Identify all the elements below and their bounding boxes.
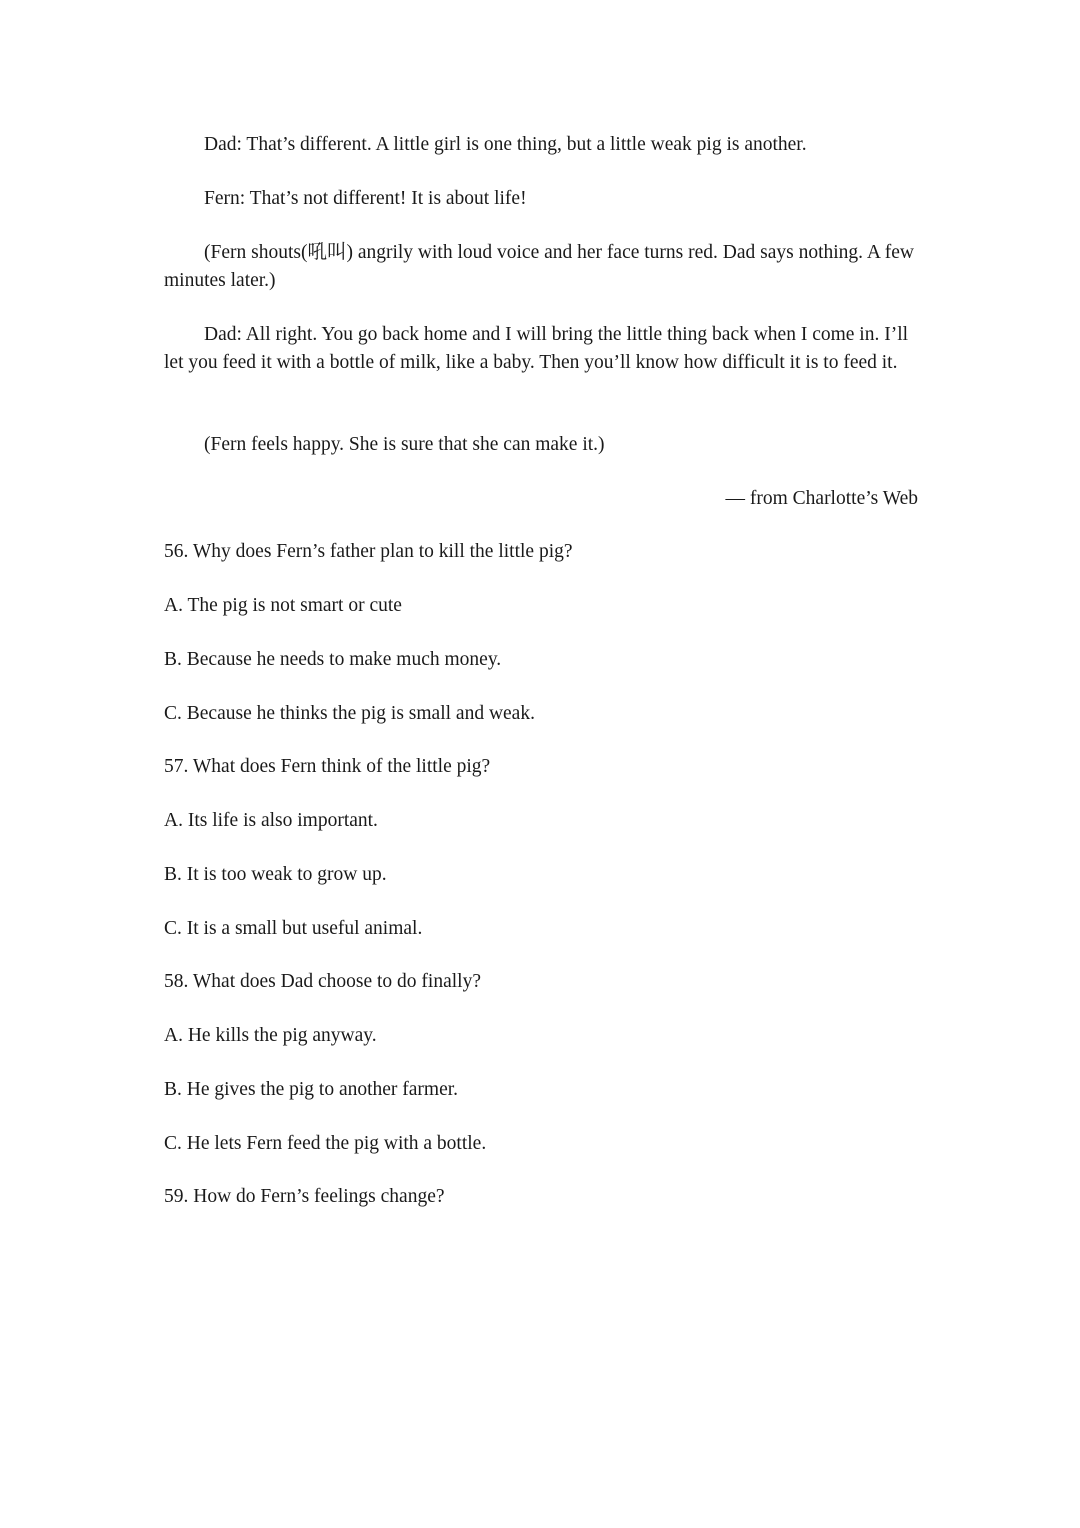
- question-59-stem: 59. How do Fern’s feelings change?: [164, 1186, 445, 1207]
- question-57-option-a: A. Its life is also important.: [164, 810, 378, 831]
- question-56-stem: 56. Why does Fern’s father plan to kill the little pig?: [164, 541, 573, 562]
- question-56-option-c: C. Because he thinks the pig is small and weak.: [164, 703, 535, 724]
- question-58-option-b: B. He gives the pig to another farmer.: [164, 1079, 459, 1100]
- question-57-stem: 57. What does Fern think of the little pig?: [164, 756, 491, 777]
- question-57-option-b: B. It is too weak to grow up.: [164, 864, 387, 885]
- source-attribution: — from Charlotte’s Web: [725, 488, 918, 509]
- question-58-option-a: A. He kills the pig anyway.: [164, 1025, 377, 1046]
- question-58-option-c: C. He lets Fern feed the pig with a bottle.: [164, 1133, 487, 1154]
- dialogue-dad-2: Dad: All right. You go back home and I will bring the little thing back when I come in. I’ll let you feed it with a bottle of milk, like a baby. Then you’ll know how difficult it is to feed it.: [164, 324, 909, 373]
- dialogue-fern-1: Fern: That’s not different! It is about life!: [204, 188, 527, 209]
- question-58-stem: 58. What does Dad choose to do finally?: [164, 971, 481, 992]
- question-56-option-b: B. Because he needs to make much money.: [164, 649, 502, 670]
- dialogue-dad-1: Dad: That’s different. A little girl is one thing, but a little weak pig is another.: [204, 134, 807, 155]
- stage-direction-1: (Fern shouts(吼叫) angrily with loud voice and her face turns red. Dad says nothing. A few minutes later.): [164, 242, 914, 291]
- question-56-option-a: A. The pig is not smart or cute: [164, 595, 402, 616]
- question-57-option-c: C. It is a small but useful animal.: [164, 918, 423, 939]
- stage-direction-2: (Fern feels happy. She is sure that she can make it.): [204, 434, 605, 455]
